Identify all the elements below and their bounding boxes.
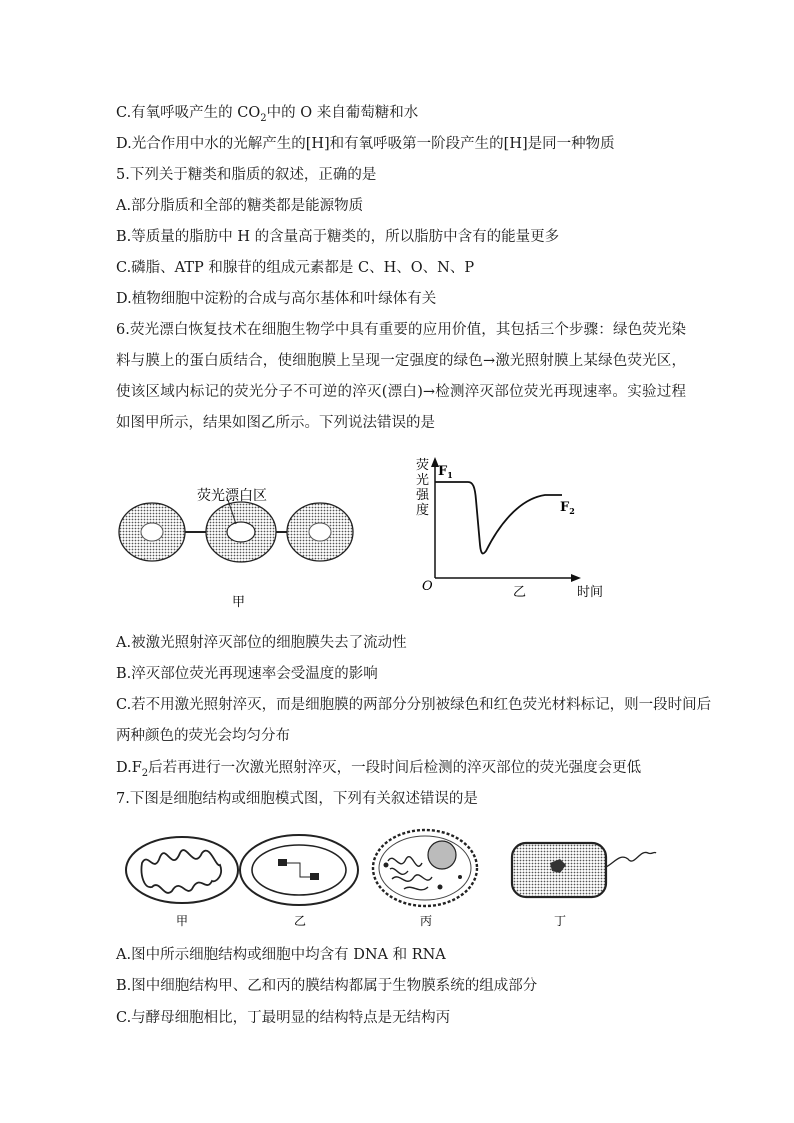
ylabel-4: 度 [416, 503, 430, 518]
q6-stem: 6.荧光漂白恢复技术在细胞生物学中具有重要的应用价值，其包括三个步骤：绿色荧光染料与膜上的蛋白质结合，使细胞膜上呈现一定强度的绿色→激光照射膜上某绿色荧光区，使该区域内标记的荧光分子不可逆的淬灭(漂白)→检测淬灭部位荧光再现速率。实验过程如图甲所示，结果如图乙所示。下列说法错误的是 [116, 322, 686, 431]
q7-stem: 7.下图是细胞结构或细胞模式图，下列有关叙述错误的是 [116, 791, 478, 807]
label-f1: $F_1$ [438, 464, 453, 480]
cell-structure-jia [126, 837, 238, 928]
bleached-area [227, 522, 255, 542]
q5-option-d: D.植物细胞中淀粉的合成与高尔基体和叶绿体有关 [116, 291, 437, 307]
q5-option-a: A.部分脂质和全部的糖类都是能源物质 [116, 198, 364, 214]
callout-label: 荧光漂白区 [197, 488, 267, 504]
q7-option-a: A.图中所示细胞结构或细胞中均含有 DNA 和 RNA [116, 947, 446, 963]
origin-label: O [422, 579, 433, 594]
label-f2: $F_2$ [560, 500, 575, 516]
figure-cells [120, 823, 680, 943]
fluorescence-curve [435, 482, 562, 553]
q6-option-c-line2: 两种颜色的荧光会均匀分布 [116, 728, 290, 744]
q7-option-b: B.图中细胞结构甲、乙和丙的膜结构都属于生物膜系统的组成部分 [116, 978, 538, 994]
q4-option-c: C.有氧呼吸产生的 $CO_2$中的 O 来自葡萄糖和水 [116, 105, 419, 124]
ylabel-1: 荧 [416, 458, 430, 473]
q6-option-b: B.淬灭部位荧光再现速率会受温度的影响 [116, 666, 378, 682]
q4-option-d: D.光合作用中水的光解产生的[H]和有氧呼吸第一阶段产生的[H]是同一种物质 [116, 136, 615, 152]
caption-yi: 乙 [513, 585, 527, 600]
caption-bing-cell: 丙 [420, 914, 433, 928]
q5-option-b: B.等质量的脂肪中 H 的含量高于糖类的，所以脂肪中含有的能量更多 [116, 229, 560, 245]
ylabel-3: 强 [416, 488, 430, 503]
q6-option-c-line1: C.若不用激光照射淬灭，而是细胞膜的两部分分别被绿色和红色荧光材料标记，则一段时间后 [116, 697, 712, 713]
q5-stem: 5.下列关于糖类和脂质的叙述，正确的是 [116, 167, 377, 183]
caption-ding-cell: 丁 [554, 914, 567, 928]
figure-yi [410, 455, 630, 605]
caption-yi-cell: 乙 [294, 914, 307, 928]
caption-jia: 甲 [232, 595, 246, 610]
q7-option-c: C.与酵母细胞相比，丁最明显的结构特点是无结构丙 [116, 1010, 451, 1026]
figure-jia [110, 470, 370, 615]
q6-option-d: $D.F_2$后若再进行一次激光照射淬灭，一段时间后检测的淬灭部位的荧光强度会更低 [116, 760, 642, 779]
cell-structure-yi [240, 835, 358, 928]
cell-structure-bing [373, 830, 477, 928]
q6-option-a: A.被激光照射淬灭部位的细胞膜失去了流动性 [116, 635, 407, 651]
xlabel: 时间 [577, 585, 604, 600]
ylabel-2: 光 [416, 473, 430, 488]
q5-option-c: C.磷脂、ATP 和腺苷的组成元素都是 C、H、O、N、P [116, 260, 475, 276]
cell-structure-ding [512, 843, 656, 928]
caption-jia-cell: 甲 [176, 914, 189, 928]
